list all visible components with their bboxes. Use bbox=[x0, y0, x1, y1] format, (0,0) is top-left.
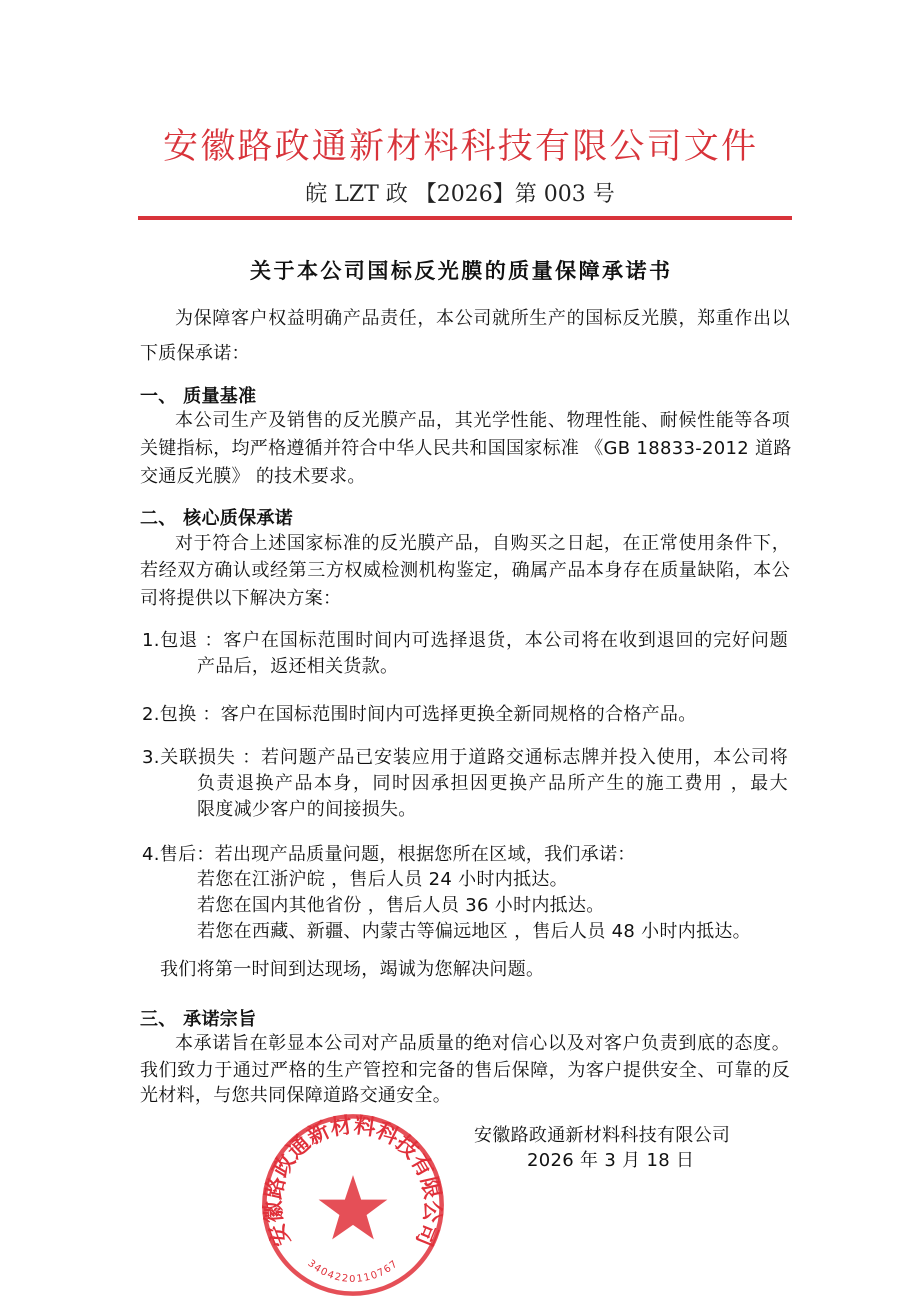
list-item-related-loss-cont: 负责退换产品本身，同时因承担因更换产品所产生的施工费用 ，最大 bbox=[197, 773, 788, 794]
section-heading: 二、 核心质保承诺 bbox=[140, 508, 293, 529]
list-item-related-loss: 3.关联损失 ：若问题产品已安装应用于道路交通标志牌并投入使用，本公司将 bbox=[142, 747, 788, 768]
red-divider bbox=[138, 216, 792, 220]
company-seal bbox=[258, 1110, 448, 1300]
paragraph-line: 我们致力于通过严格的生产管控和完备的售后保障，为客户提供安全、可靠的反 bbox=[140, 1060, 790, 1081]
document-number: 皖 LZT 政 【2026】第 003 号 bbox=[305, 182, 615, 207]
after-sales-region-line: 若您在江浙沪皖 ，售后人员 24 小时内抵达。 bbox=[197, 869, 568, 890]
list-item-after-sales: 4.售后：若出现产品质量问题，根据您所在区域，我们承诺： bbox=[142, 844, 636, 865]
signature-company: 安徽路政通新材料科技有限公司 bbox=[474, 1125, 731, 1146]
seal-code: 3404220110767 bbox=[305, 1258, 401, 1285]
section-heading: 三、 承诺宗旨 bbox=[140, 1009, 257, 1030]
after-sales-region-line: 若您在国内其他省份 ，售后人员 36 小时内抵达。 bbox=[197, 895, 605, 916]
list-item-exchange: 2.包换 ：客户在国标范围时间内可选择更换全新同规格的合格产品。 bbox=[142, 704, 697, 725]
paragraph-line: 对于符合上述国家标准的反光膜产品，自购买之日起，在正常使用条件下， bbox=[175, 533, 790, 554]
list-item-refund: 1.包退 ：客户在国标范围时间内可选择退货，本公司将在收到退回的完好问题 bbox=[142, 630, 788, 651]
paragraph-line: 若经双方确认或经第三方权威检测机构鉴定，确属产品本身存在质量缺陷，本公 bbox=[140, 560, 790, 581]
paragraph-line: 光材料，与您共同保障道路交通安全。 bbox=[140, 1085, 452, 1106]
intro-line: 下质保承诺： bbox=[140, 343, 250, 364]
paragraph-line: 本公司生产及销售的反光膜产品，其光学性能、物理性能、耐候性能等各项 bbox=[175, 410, 790, 431]
paragraph-line: 交通反光膜》 的技术要求。 bbox=[140, 466, 366, 487]
intro-line: 为保障客户权益明确产品责任，本公司就所生产的国标反光膜，郑重作出以 bbox=[175, 308, 790, 329]
signature-date: 2026 年 3 月 18 日 bbox=[527, 1150, 695, 1171]
section-heading: 一、 质量基准 bbox=[140, 386, 257, 407]
letterhead-title: 安徽路政通新材料科技有限公司文件 bbox=[163, 127, 757, 167]
seal-star-icon bbox=[319, 1175, 388, 1239]
paragraph-line: 司将提供以下解决方案： bbox=[140, 588, 342, 609]
list-item-related-loss-cont: 限度减少客户的间接损失。 bbox=[197, 799, 417, 820]
document-title: 关于本公司国标反光膜的质量保障承诺书 bbox=[250, 259, 670, 283]
list-item-refund-cont: 产品后，返还相关货款。 bbox=[197, 656, 399, 677]
seal-name: 安徽路政通新材料科技有限公司 bbox=[261, 1113, 445, 1250]
paragraph-line: 关键指标，均严格遵循并符合中华人民共和国国家标准 《GB 18833-2012 道路 bbox=[140, 438, 792, 459]
paragraph-line: 本承诺旨在彰显本公司对产品质量的绝对信心以及对客户负责到底的态度。 bbox=[175, 1033, 790, 1054]
after-sales-region-line: 若您在西藏、新疆、内蒙古等偏远地区 ，售后人员 48 小时内抵达。 bbox=[197, 921, 751, 942]
closing-line: 我们将第一时间到达现场，竭诚为您解决问题。 bbox=[160, 959, 545, 980]
